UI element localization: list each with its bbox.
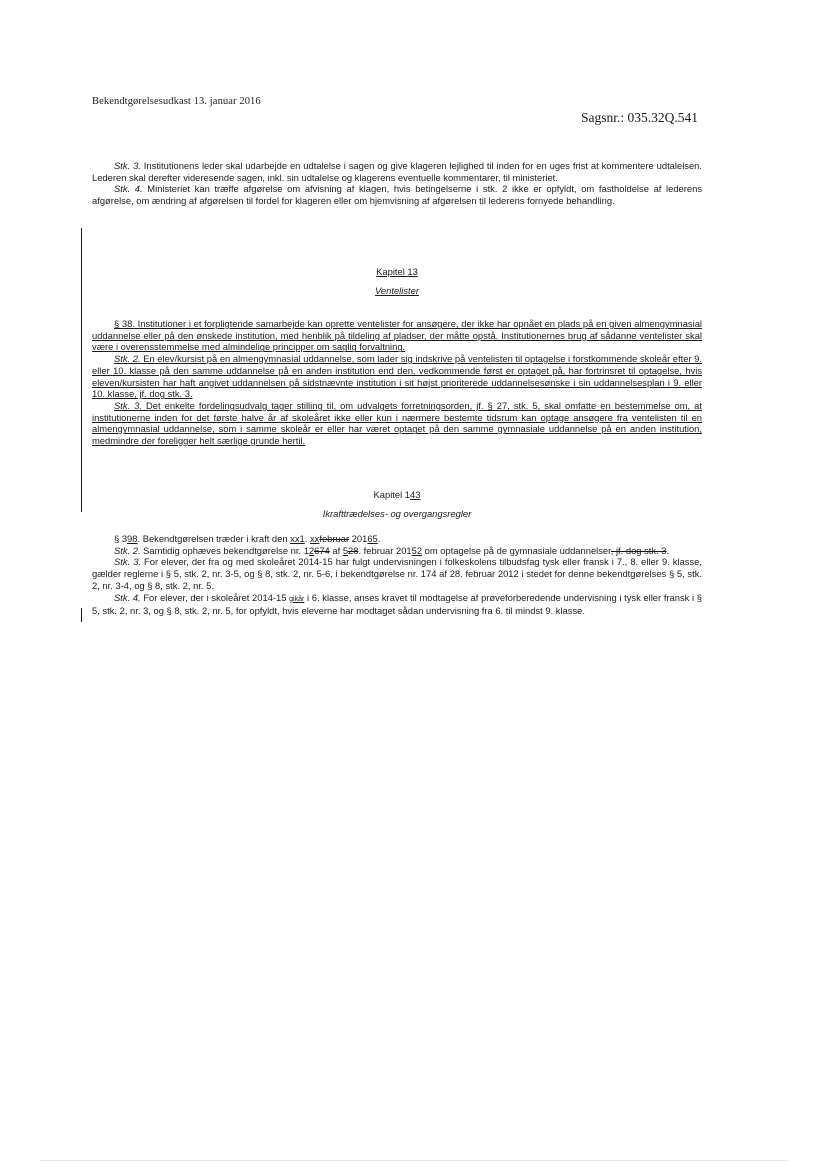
section-waiting-lists bbox=[92, 318, 702, 447]
paragraph-text: Ministeriet kan træffe afgørelse om afvisning af klagen, hvis betingelserne i stk. 2 ikke er opfyldt, om fastholdelse af lederens afgørelse, om ændring af afgørelsen til fordel for klageren eller om hjemvisning af afgørelsen til lederens fornyede behandling. bbox=[92, 183, 703, 207]
text-run: i 6. klasse, anses kravet til modtagelse af prøveforberedende undervisning i tysk eller fransk i § 5, stk. 2, nr. 3, og § 8, stk. 2, nr. 5, for opfyldt, hvis eleverne har modtaget sådan undervisning fra 6. til mindst 9. klasse. bbox=[92, 591, 702, 617]
subsection-label: Stk. 2. bbox=[114, 544, 141, 556]
chapter-13-heading bbox=[92, 266, 702, 297]
section-commencement bbox=[92, 533, 702, 617]
subsection-label: Stk. 3. bbox=[114, 160, 141, 171]
paragraph-text: For elever, der fra og med skoleåret 2014-15 har fulgt undervisningen i folkeskolens tilbudsfag tysk eller fransk i 7., 8. eller 9. klasse, gælder reglerne i § 5, stk. 2, nr. 3-5, og § 8, stk. 2, nr. 5-6, i bekendtgørelse nr. 174 af 28. februar 2012 i stedet for denne bekendtgørelses § 5, stk. 2, nr. 3-4, og § 8, stk. 2, nr. 5. bbox=[92, 556, 702, 591]
chapter-title: Kapitel 13 bbox=[376, 266, 418, 277]
inserted-text: xx bbox=[309, 533, 320, 544]
chapter-title-text: Kapitel 1 bbox=[373, 489, 411, 500]
text-run: . bbox=[666, 544, 670, 556]
text-run: om optagelse på de gymnasiale uddannelser bbox=[422, 544, 611, 556]
chapter-subtitle: Ikrafttrædelses- og overgangsregler bbox=[322, 508, 472, 519]
deleted-text: februar bbox=[319, 533, 350, 544]
paragraph: § 38. Institutioner i et forpligtende samarbejde kan oprette ventelister for ansøgere, der ikke har opnået en plads på en given almengymnasial uddannelse eller på den ønskede institution, med henblik på tildeling af pladser, der måtte opstå. Institutionernes brug af sådanne ventelister skal være i overensstemmelse med almindelige principper om saglig forvaltning. bbox=[92, 318, 702, 353]
text-run: . bbox=[304, 533, 310, 544]
text-run: 201 bbox=[349, 533, 368, 544]
chapter-subtitle: Ventelister bbox=[375, 285, 419, 296]
paragraph bbox=[92, 556, 702, 591]
inserted-text: 98 bbox=[127, 533, 138, 544]
inserted-text: xx1 bbox=[290, 533, 305, 544]
paragraph-text: Institutionens leder skal udarbejde en udtalelse i sagen og give klageren lejlighed til inden for en uges frist at kommentere udtalelsen. Lederen skal derefter videresende sagen, inkl. sin udtalelse og klagerens eventuelle kommentarer, til ministeriet. bbox=[92, 160, 702, 183]
paragraph bbox=[92, 160, 702, 183]
paragraph bbox=[92, 533, 702, 545]
chapter-14-heading bbox=[92, 489, 702, 520]
paragraph-text: Det enkelte fordelingsudvalg tager stilling til, om udvalgets forretningsorden, jf. § 27, stk. 5, skal omfatte en bestemmelse om, at institutionerne inden for det første halve år af skoleåret ikke eller kun i nærmere bestemte tidsrum kan optage ansøgere fra ventelisten til en almengymnasial uddannelse, som i samme skoleår er eller har været optaget på den samme gymnasiale uddannelse på en anden institution, medmindre der foreligger helt særlige grunde hertil. bbox=[92, 399, 702, 447]
text-run: Samtidig ophæves bekendtgørelse nr. 1 bbox=[140, 544, 309, 556]
subsection-label: Stk. 3. bbox=[114, 399, 142, 411]
change-bar bbox=[81, 608, 82, 622]
chapter-number-edit: 43 bbox=[410, 489, 421, 500]
text-run: af bbox=[329, 544, 343, 556]
paragraph bbox=[92, 545, 702, 557]
text-run: For elever, der i skoleåret 2014-15 bbox=[140, 591, 290, 603]
subsection-label: Stk. 2. bbox=[114, 353, 141, 365]
document-header-left: Bekendtgørelsesudkast 13. januar 2016 bbox=[92, 96, 261, 107]
paragraph bbox=[92, 400, 702, 447]
inserted-text: gikår bbox=[289, 595, 305, 603]
text-run: . Bekendtgørelsen træder i kraft den bbox=[137, 533, 291, 544]
deleted-text: 28 bbox=[348, 544, 359, 556]
inserted-text: 2 bbox=[308, 544, 315, 556]
section-complaints bbox=[92, 160, 702, 207]
paragraph bbox=[92, 592, 702, 617]
subsection-label: Stk. 4. bbox=[114, 183, 143, 195]
inserted-text: 5 bbox=[342, 544, 349, 556]
inserted-text: 65 bbox=[367, 533, 378, 544]
change-bar bbox=[81, 228, 82, 512]
text-run: § 3 bbox=[114, 533, 128, 544]
inserted-text: 52 bbox=[411, 544, 423, 556]
case-number: Sagsnr.: 035.32Q.541 bbox=[580, 110, 698, 125]
deleted-text: , jf. dog stk. 3 bbox=[610, 544, 667, 556]
chapter-title bbox=[92, 489, 702, 501]
paragraph-text: En elev/kursist på en almengymnasial uddannelse, som lader sig indskrive på ventelisten til optagelse i forstkommende skoleår efter 9. eller 10. klasse på den samme uddannelse på en anden institution end den, vedkommende først er optaget på, har fortrinsret til optagelse, hvis eleven/kursisten har haft angivet uddannelsen på sidstnævnte institution i sit højst prioriterede uddannelsesønske i sin uddannelsesplan i 9. eller 10. klasse, jf. dog stk. 3. bbox=[92, 353, 702, 400]
paragraph bbox=[92, 353, 702, 400]
text-run: . bbox=[377, 533, 381, 544]
text-run: . februar 201 bbox=[358, 544, 412, 556]
subsection-label: Stk. 4. bbox=[114, 591, 141, 603]
subsection-label: Stk. 3. bbox=[114, 556, 142, 568]
deleted-text: 674 bbox=[314, 544, 330, 556]
scan-edge bbox=[40, 1160, 788, 1161]
paragraph bbox=[92, 183, 702, 206]
